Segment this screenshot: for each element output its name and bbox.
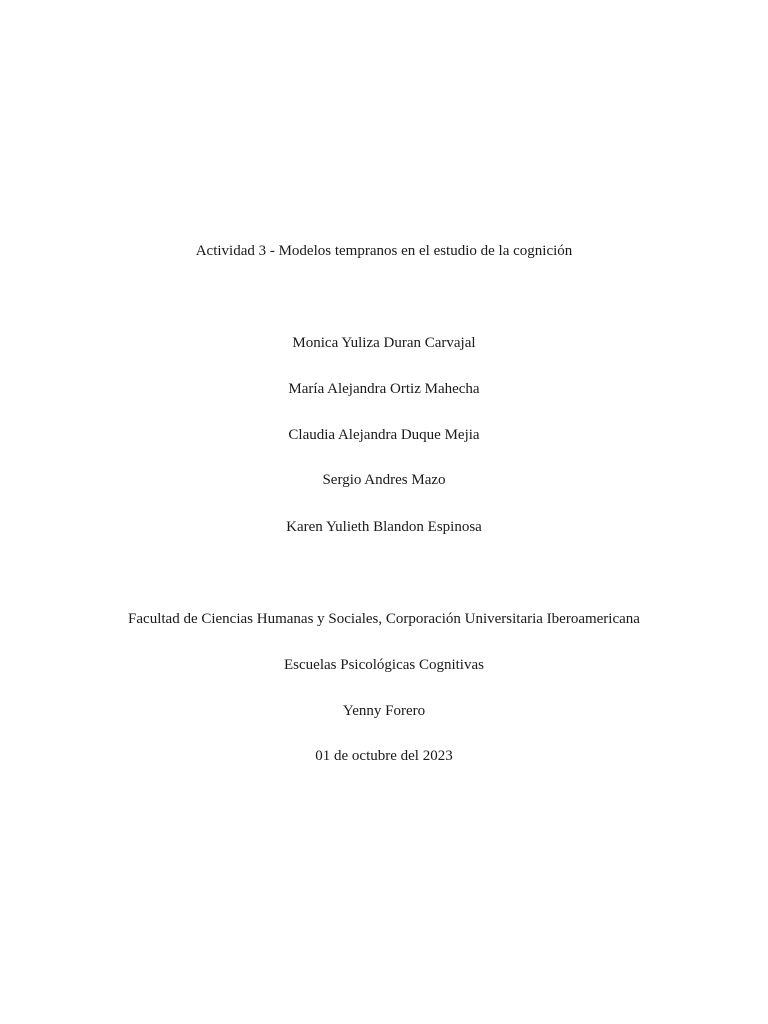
course-name: Escuelas Psicológicas Cognitivas <box>284 657 484 673</box>
author-name: María Alejandra Ortiz Mahecha <box>288 381 480 397</box>
author-name: Karen Yulieth Blandon Espinosa <box>286 519 482 535</box>
document-date: 01 de octubre del 2023 <box>315 748 453 764</box>
author-name: Monica Yuliza Duran Carvajal <box>292 335 476 351</box>
author-name: Sergio Andres Mazo <box>322 472 446 488</box>
institution-line: Facultad de Ciencias Humanas y Sociales, Corporación Universitaria Iberoamericana <box>128 611 640 627</box>
document-title: Actividad 3 - Modelos tempranos en el estudio de la cognición <box>195 243 573 259</box>
instructor-name: Yenny Forero <box>342 703 426 719</box>
author-name: Claudia Alejandra Duque Mejia <box>288 427 480 443</box>
